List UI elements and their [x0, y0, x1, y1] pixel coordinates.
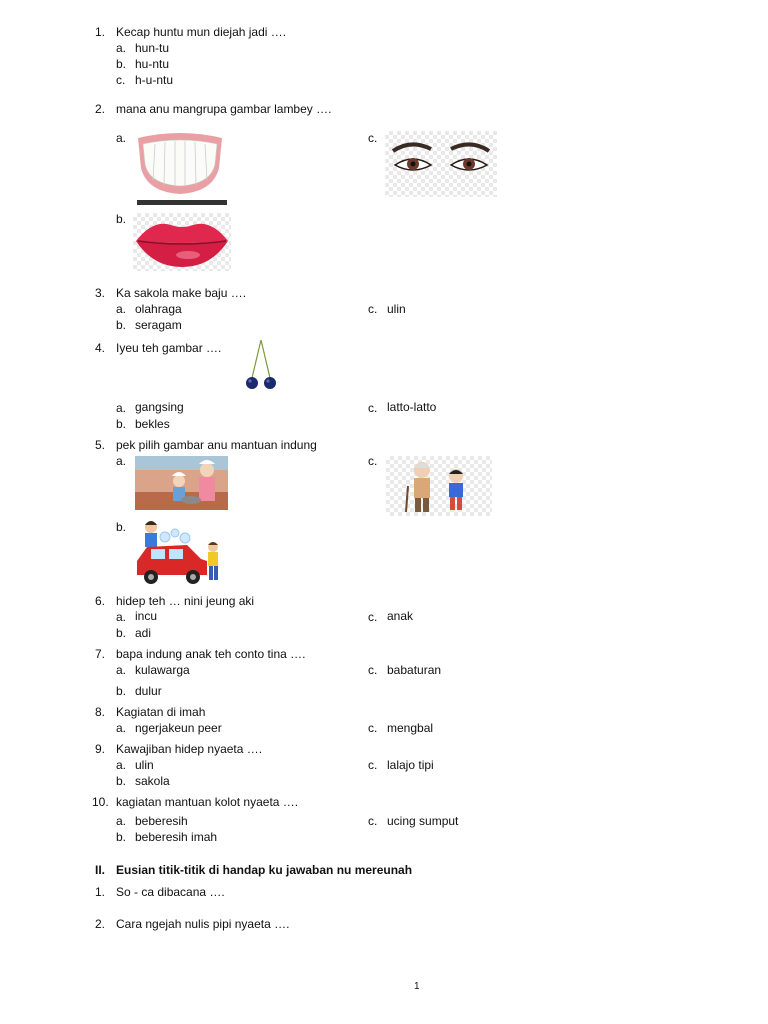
q9-option-a: ulin: [135, 758, 154, 772]
q7-text: bapa indung anak teh conto tina ….: [116, 647, 306, 661]
q1-option-a: hun-tu: [135, 41, 170, 55]
q9-option-b: sakola: [135, 774, 170, 788]
q4-option-c-letter: c.: [368, 401, 378, 415]
q4-option-a: gangsing: [135, 400, 184, 414]
grandparent-child-image: [386, 456, 492, 516]
q10-option-c: ucing sumput: [387, 814, 459, 828]
q2-option-b-letter: b.: [116, 212, 127, 226]
q9-text: Kawajiban hidep nyaeta ….: [116, 742, 263, 756]
q3-number: 3.: [95, 286, 106, 300]
s2-item1-number: 1.: [95, 885, 106, 899]
q4-number: 4.: [95, 341, 106, 355]
lips-image: [133, 213, 231, 271]
teeth-image: [133, 132, 227, 206]
q8-number: 8.: [95, 705, 106, 719]
q8-option-a-letter: a.: [116, 721, 127, 735]
q10-option-c-letter: c.: [368, 814, 378, 828]
q10-option-b-letter: b.: [116, 830, 127, 844]
q2-text: mana anu mangrupa gambar lambey ….: [116, 102, 332, 116]
q2-option-c-letter: c.: [368, 131, 378, 145]
s2-item2-number: 2.: [95, 917, 106, 931]
q1-option-b: hu-ntu: [135, 57, 170, 71]
q5-number: 5.: [95, 438, 106, 452]
q6-option-b: adi: [135, 626, 152, 640]
q7-option-c: babaturan: [387, 663, 442, 677]
q10-option-b: beberesih imah: [135, 830, 218, 844]
section2-title: Eusian titik-titik di handap ku jawaban nu mereunah: [116, 863, 413, 877]
s2-item2-text: Cara ngejah nulis pipi nyaeta ….: [116, 917, 290, 931]
q10-text: kagiatan mantuan kolot nyaeta ….: [116, 795, 299, 809]
q9-option-b-letter: b.: [116, 774, 127, 788]
q10-option-a-letter: a.: [116, 814, 127, 828]
q3-option-c-letter: c.: [368, 302, 378, 316]
q5-option-b-letter: b.: [116, 520, 127, 534]
q5-option-a-letter: a.: [116, 454, 127, 468]
q7-option-a: kulawarga: [135, 663, 190, 677]
q9-number: 9.: [95, 742, 106, 756]
q6-option-b-letter: b.: [116, 626, 127, 640]
q1-option-a-letter: a.: [116, 41, 127, 55]
q1-option-b-letter: b.: [116, 57, 127, 71]
q1-number: 1.: [95, 25, 106, 39]
q9-option-c: lalajo tipi: [387, 758, 434, 772]
q5-option-c-letter: c.: [368, 454, 378, 468]
q10-option-a: beberesih: [135, 814, 188, 828]
q8-option-a: ngerjakeun peer: [135, 721, 222, 735]
q3-option-a: olahraga: [135, 302, 182, 316]
q4-text: Iyeu teh gambar ….: [116, 341, 222, 355]
cooking-image: [135, 456, 228, 510]
q4-option-a-letter: a.: [116, 401, 127, 415]
page-number: 1: [414, 981, 420, 992]
q6-option-a-letter: a.: [116, 610, 127, 624]
q3-option-b: seragam: [135, 318, 182, 332]
q8-option-c-letter: c.: [368, 721, 378, 735]
q6-option-c: anak: [387, 609, 414, 623]
q1-text: Kecap huntu mun diejah jadi ….: [116, 25, 287, 39]
q7-number: 7.: [95, 647, 106, 661]
q2-number: 2.: [95, 102, 106, 116]
q10-number: 10.: [92, 795, 109, 809]
q9-option-a-letter: a.: [116, 758, 127, 772]
q6-number: 6.: [95, 594, 106, 608]
q1-option-c: h-u-ntu: [135, 73, 174, 87]
q4-option-c: latto-latto: [387, 400, 437, 414]
q3-text: Ka sakola make baju ….: [116, 286, 247, 300]
q9-option-c-letter: c.: [368, 758, 378, 772]
q6-text: hidep teh … nini jeung aki: [116, 594, 255, 608]
q6-option-c-letter: c.: [368, 610, 378, 624]
eyes-image: [385, 131, 497, 197]
q7-option-b: dulur: [135, 684, 162, 698]
q3-option-c: ulin: [387, 302, 406, 316]
q6-option-a: incu: [135, 609, 158, 623]
q3-option-b-letter: b.: [116, 318, 127, 332]
q4-option-b-letter: b.: [116, 417, 127, 431]
q7-option-c-letter: c.: [368, 663, 378, 677]
q8-text: Kagiatan di imah: [116, 705, 206, 719]
q7-option-a-letter: a.: [116, 663, 127, 677]
s2-item1-text: So - ca dibacana ….: [116, 885, 225, 899]
section2-number: II.: [95, 863, 106, 877]
q7-option-b-letter: b.: [116, 684, 127, 698]
q4-option-b: bekles: [135, 417, 170, 431]
q8-option-c: mengbal: [387, 721, 434, 735]
q2-option-a-letter: a.: [116, 131, 127, 145]
q3-option-a-letter: a.: [116, 302, 127, 316]
q1-option-c-letter: c.: [116, 73, 126, 87]
car-wash-image: [133, 519, 225, 589]
q5-text: pek pilih gambar anu mantuan indung: [116, 438, 317, 452]
latto-latto-image: [243, 338, 279, 392]
